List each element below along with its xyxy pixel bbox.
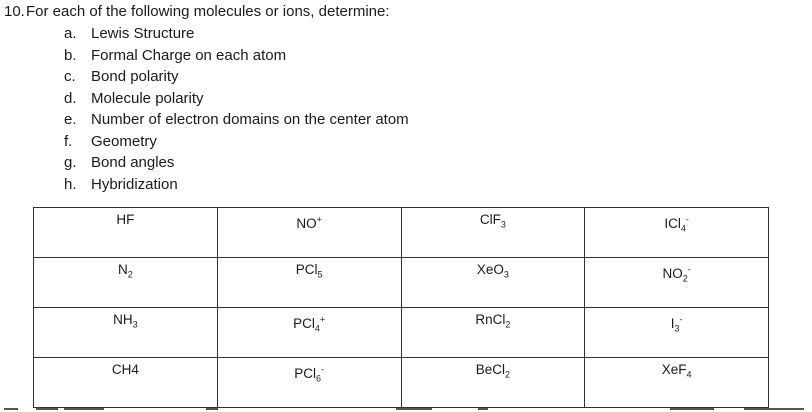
table-cell: [217, 258, 401, 308]
formula-label: CH4: [111, 362, 139, 377]
table-row: [34, 208, 769, 258]
question-text: For each of the following molecules or ions, determine:: [26, 3, 390, 20]
formula-label: XeO$_3$: [476, 262, 509, 280]
table-cell: [217, 208, 401, 258]
table-cell: [401, 208, 585, 258]
table-cell: [217, 358, 401, 408]
list-text: Bond angles: [91, 154, 175, 171]
list-item-c: [64, 66, 409, 88]
list-letter: b.: [64, 46, 77, 64]
table-cell: [585, 258, 769, 308]
list-text: Molecule polarity: [91, 89, 204, 107]
list-letter: e.: [64, 111, 77, 128]
table-cell: [34, 208, 218, 258]
list-letter: d.: [64, 89, 77, 107]
list-text: Number of electron domains on the center atom: [91, 111, 409, 128]
table-cell: [401, 308, 585, 358]
question-number: 10.: [4, 3, 25, 20]
table-cell: [34, 308, 218, 358]
question-heading: [4, 3, 390, 21]
table-cell: [585, 358, 769, 408]
list-text: Hybridization: [91, 175, 178, 193]
formula-label: ICl$_4$-: [664, 214, 689, 234]
formula-label: NO+: [296, 214, 322, 231]
table-row: [34, 258, 769, 308]
table-row: [34, 358, 769, 408]
list-letter: g.: [64, 154, 77, 171]
formula-label: ClF$_3$: [479, 212, 506, 230]
table-cell: [217, 308, 401, 358]
formula-label: $N_2$: [117, 262, 133, 280]
formula-label: XeF$_4$: [661, 362, 692, 380]
list-letter: a.: [64, 25, 77, 42]
formula-label: HF: [116, 212, 135, 227]
table-cell: [34, 258, 218, 308]
list-item-f: [64, 131, 409, 153]
cropped-next-line-fragment: [0, 405, 812, 412]
table-cell: [585, 208, 769, 258]
list-item-e: [64, 109, 409, 131]
list-text: Geometry: [91, 132, 157, 150]
formula-label: $NO_2^-$: [662, 264, 691, 284]
formula-label: PCl$_6$-: [294, 364, 325, 384]
table-cell: [34, 358, 218, 408]
formula-label: PCl$_5$: [295, 262, 323, 280]
list-text: Formal Charge on each atom: [91, 46, 287, 64]
list-item-b: [64, 45, 409, 67]
formula-label: $I_3^-$: [670, 314, 683, 334]
list-text: Lewis Structure: [91, 25, 195, 42]
molecule-table: [33, 207, 769, 408]
list-letter: f.: [64, 132, 73, 150]
formula-label: BeCl$_2$: [475, 362, 511, 380]
determine-list: [64, 23, 409, 195]
list-text: Bond polarity: [91, 68, 179, 85]
list-item-d: [64, 88, 409, 110]
formula-label: PCl$_4$+: [293, 314, 326, 334]
formula-label: RnCl$_2$: [475, 312, 511, 330]
table-cell: [401, 358, 585, 408]
table-cell: [585, 308, 769, 358]
list-letter: h.: [64, 175, 77, 193]
list-item-h: [64, 174, 409, 196]
formula-label: $NH_3$: [113, 312, 138, 330]
list-item-g: [64, 152, 409, 174]
list-item-a: [64, 23, 409, 45]
table-cell: [401, 258, 585, 308]
list-letter: c.: [64, 68, 76, 85]
table-row: [34, 308, 769, 358]
